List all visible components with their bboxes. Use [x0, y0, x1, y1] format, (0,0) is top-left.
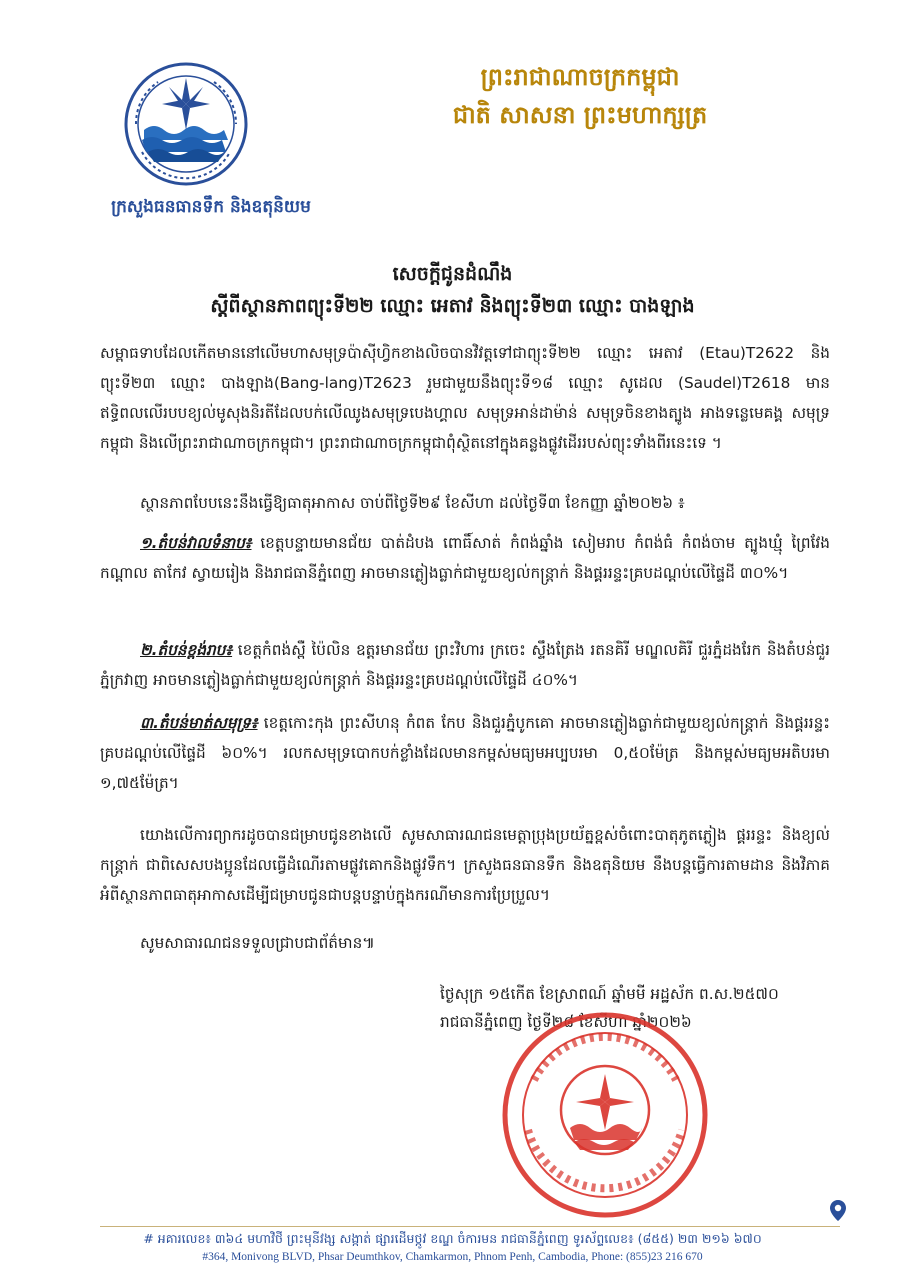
region-2-text: ខេត្តកំពង់ស្ពឺ ប៉ៃលិន ឧត្តរមានជ័យ ព្រះវិហារ ក្រចេះ ស្ទឹងត្រែង រតនគិរី មណ្ឌលគិរី ជួរភ្នំដងរែក និងតំបន់ជួរភ្នំក្រវាញ អាចមានភ្លៀងធ្លាក់ជាមួយខ្យល់កន្ត្រាក់ និងផ្គររន្ទះគ្របដណ្តប់លើផ្ទៃដី ៤០%។ [100, 641, 830, 689]
official-seal-stamp [500, 1010, 710, 1220]
advice-paragraph [100, 820, 830, 910]
intro-text: សម្ពាធទាបដែលកើតមាននៅលើមហាសមុទ្រប៉ាស៊ីហ្វិកខាងលិចបានវិវត្តទៅជាព្យុះទី២២ ឈ្មោះ អេតាវ (Etau)T2622 និងព្យុះទី២៣ ឈ្មោះ បាងឡាង(Bang-lang)T2623 រួមជាមួយនឹងព្យុះទី១៨ ឈ្មោះ សូដេល (Saudel)T2618 មានឥទ្ធិពលលើរបបខ្យល់មូសុងនិរតីដែលបក់លើឈូងសមុទ្របេងហ្គាល សមុទ្រអាន់ដាម៉ាន់ សមុទ្រចិនខាងត្បូង អាងទន្លេមេគង្គ សមុទ្រកម្ពុជា និងលើព្រះរាជាណាចក្រកម្ពុជា។ ព្រះរាជាណាចក្រកម្ពុជាពុំស្ថិតនៅក្នុងគន្លងផ្លូវដើររបស់ព្យុះទាំងពីរនេះទេ ។ [100, 344, 830, 452]
region-3-paragraph [100, 708, 830, 798]
region-3-title: ៣.តំបន់មាត់សមុទ្រ៖ [140, 714, 258, 732]
closing-text: សូមសាធារណជនទទួលជ្រាបជាព័ត៌មាន៕ [140, 934, 375, 952]
intro-paragraph [100, 338, 830, 458]
location-pin-icon [826, 1198, 850, 1224]
kingdom-header [300, 58, 860, 134]
title-line-1: សេចក្តីជូនដំណឹង [392, 263, 513, 285]
period-paragraph [100, 488, 830, 518]
footer-divider [100, 1226, 840, 1227]
kingdom-line: ព្រះរាជាណាចក្រកម្ពុជា [480, 63, 680, 91]
ministry-name: ក្រសួងធនធានទឹក និងឧតុនិយម [111, 197, 311, 217]
region-1-paragraph [100, 528, 830, 588]
motto-line: ជាតិ សាសនា ព្រះមហាក្សត្រ [452, 101, 708, 129]
place-date: រាជធានីភ្នំពេញ ថ្ងៃទី២៨ ខែសីហា ឆ្នាំ២០២៦ [440, 1013, 692, 1031]
footer-english-address: #364, Monivong BLVD, Phsar Deumthkov, Chamkarmon, Phnom Penh, Cambodia, Phone: (855)23 216 670 [202, 1251, 703, 1263]
document-title [60, 258, 845, 322]
title-line-2: ស្តីពីស្ថានភាពព្យុះទី២២ ឈ្មោះ អេតាវ និងព្យុះទី២៣ ឈ្មោះ បាងឡាង [210, 295, 695, 317]
region-2-paragraph [100, 635, 830, 695]
footer [60, 1230, 845, 1266]
region-1-text: ខេត្តបន្ទាយមានជ័យ បាត់ដំបង ពោធិ៍សាត់ កំពង់ឆ្នាំង សៀមរាប កំពង់ធំ កំពង់ចាម ត្បូងឃ្មុំ ព្រៃវែង កណ្តាល តាកែវ ស្វាយរៀង និងរាជធានីភ្នំពេញ អាចមានភ្លៀងធ្លាក់ជាមួយខ្យល់កន្ត្រាក់ និងផ្គររន្ទះគ្របដណ្តប់លើផ្ទៃដី ៣០%។ [100, 534, 830, 582]
footer-khmer-address: # អគារលេខ៖ ៣៦៤ មហាវិថី ព្រះមុនីវង្ស សង្កាត់ ផ្សារដើមថ្កូវ ខណ្ឌ ចំការមន រាជធានីភ្នំពេញ ទូរស័ព្ទលេខ៖ (៨៥៥) ២៣ ២១៦ ៦៧០ [143, 1231, 762, 1246]
period-text: ស្ថានភាពបែបនេះនឹងធ្វើឱ្យធាតុអាកាស ចាប់ពីថ្ងៃទី២៩ ខែសីហា ដល់ថ្ងៃទី៣ ខែកញ្ញា ឆ្នាំ២០២៦ ៖ [140, 494, 685, 512]
region-3-text: ខេត្តកោះកុង ព្រះសីហនុ កំពត កែប និងជួរភ្នំបូកគោ អាចមានភ្លៀងធ្លាក់ជាមួយខ្យល់កន្ត្រាក់ និងផ្គររន្ទះគ្របដណ្តប់លើផ្ទៃដី ៦០%។ រលកសមុទ្របោកបក់ខ្លាំងដែលមានកម្ពស់មធ្យមអប្បបរមា 0,៥០ម៉ែត្រ និងកម្ពស់មធ្យមអតិបរមា ១,៧៥ម៉ែត្រ។ [100, 714, 830, 792]
closing-paragraph [100, 928, 830, 958]
lunar-date: ថ្ងៃសុក្រ ១៥កើត ខែស្រាពណ៍ ឆ្នាំមមី អដ្ឋស័ក ព.ស.២៥៧០ [440, 985, 779, 1003]
ministry-logo [122, 60, 250, 188]
advice-text: យោងលើការព្យាករដូចបានជម្រាបជូនខាងលើ សូមសាធារណជនមេត្តាប្រុងប្រយ័ត្នខ្ពស់ចំពោះបាតុភូតភ្លៀង ផ្គររន្ទះ និងខ្យល់កន្ត្រាក់ ជាពិសេសបងប្អូនដែលធ្វើដំណើរតាមផ្លូវគោកនិងផ្លូវទឹក។ ក្រសួងធនធានទឹក និងឧតុនិយម នឹងបន្តធ្វើការតាមដាន និងវិភាគអំពីស្ថានភាពធាតុអាកាសដើម្បីជម្រាបជូនជាបន្តបន្ទាប់ក្នុងករណីមានការប្រែប្រួល។ [100, 826, 830, 904]
region-2-title: ២.តំបន់ខ្ពង់រាប៖ [140, 641, 233, 659]
region-1-title: ១.តំបន់វាលទំនាប៖ [140, 534, 252, 552]
